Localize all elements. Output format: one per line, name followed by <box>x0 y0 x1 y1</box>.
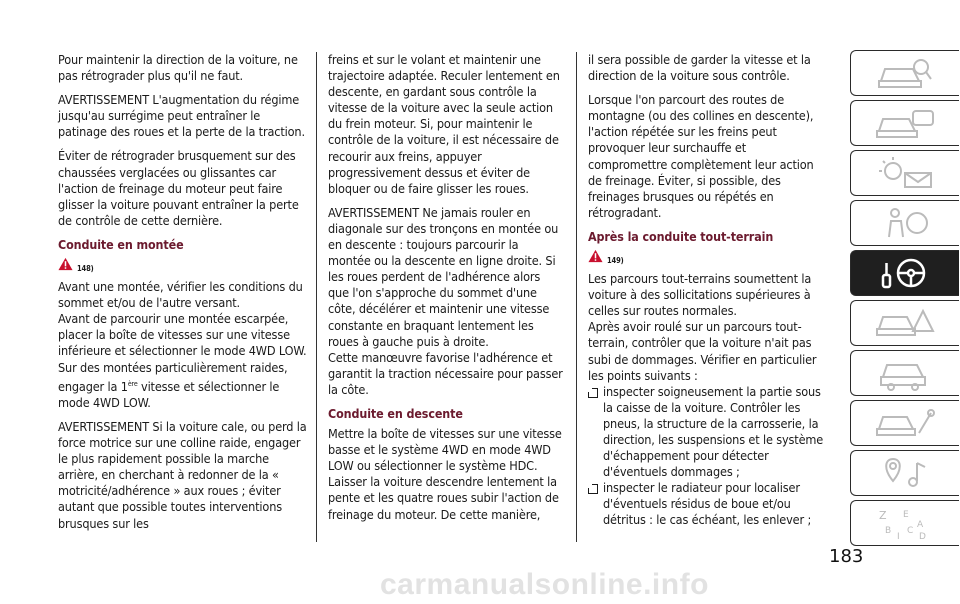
paragraph: Pour maintenir la direction de la voiture, ne pas rétrograder plus qu'il ne faut. <box>58 52 298 84</box>
tab-map-music[interactable] <box>850 450 959 496</box>
paragraph: Les parcours tout-terrains soumettent la voiture à des sollicitations supérieures à celles sur routes normales. <box>588 271 812 319</box>
paragraph: Lorsque l'on parcourt des routes de montagne (ou des collines en descente), l'action répétée sur les freins peut provoquer leur surchauffe et compromettre complètement leur action de freinage. Éviter, si possible, des freinages brusques ou répétés en rétrogradant. <box>588 92 814 220</box>
tab-car-wrench[interactable] <box>850 400 959 446</box>
svg-text:B: B <box>885 526 892 536</box>
tab-car-warning[interactable] <box>850 300 959 346</box>
bullet-icon <box>588 484 598 494</box>
column-2 <box>328 52 564 531</box>
paragraph: freins et sur le volant et maintenir une trajectoire adaptée. Reculer lentement en descente, en gardant sous contrôle la vitesse de la voiture avec la seule action du frein moteur. Si, pour maintenir le contrôle de la voiture, il est nécessaire de recourir aux freins, appuyer progressivement dessus et éviter de bloquer ou de faire glisser les roues. <box>328 52 560 196</box>
svg-text:Z: Z <box>879 509 887 522</box>
svg-text:E: E <box>903 510 909 520</box>
car-warning-icon <box>873 305 937 341</box>
paragraph: Mettre la boîte de vitesses sur une vitesse basse et le système 4WD en mode 4WD LOW ou sélectionner le système HDC. <box>328 426 562 474</box>
tab-driving[interactable] <box>850 250 959 296</box>
lights-message-icon <box>873 155 937 191</box>
bullet-icon <box>588 388 598 398</box>
tab-car-search[interactable] <box>850 50 959 96</box>
map-music-icon <box>873 455 937 491</box>
paragraph: Éviter de rétrograder brusquement sur des chaussées verglacées ou glissantes car l'action de freinage du moteur peut faire glisser la voiture pouvant entraîner la perte de contrôle de cette dernière. <box>58 148 299 228</box>
section-heading-uphill: Conduite en montée <box>58 236 184 252</box>
paragraph: il sera possible de garder la vitesse et la direction de la voiture sous contrôle. <box>588 52 811 84</box>
watermark: carmanualsonline.info <box>380 568 709 601</box>
column-3 <box>588 52 824 529</box>
alphabet-index-icon <box>873 505 937 541</box>
paragraph: AVERTISSEMENT Si la voiture cale, ou perd la force motrice sur une colline raide, engager le plus rapidement possible la marche arrière, en cherchant à redonner de la « motricité/adhérence » aux roues ; éviter autant que possible toutes interventions brusques sur les <box>58 418 307 531</box>
paragraph: Après avoir roulé sur un parcours tout-terrain, contrôler que la voiture n'ait pas subi de dommages. Vérifier en particulier les points suivants : <box>588 319 817 383</box>
tab-lights-message[interactable] <box>850 150 959 196</box>
column-divider <box>316 52 317 542</box>
warning-reference <box>58 257 308 273</box>
page-number: 183 <box>829 546 864 567</box>
section-heading-after-offroad: Après la conduite tout-terrain <box>588 228 774 244</box>
car-dashboard-icon <box>873 105 937 141</box>
svg-text:A: A <box>917 520 924 530</box>
section-heading-downhill: Conduite en descente <box>328 405 463 421</box>
svg-text:I: I <box>897 532 900 541</box>
paragraph: Sur des montées particulièrement raides, engager la 1ère vitesse et sélectionner le mode 4WD LOW. <box>58 359 288 410</box>
car-search-icon <box>873 55 937 91</box>
svg-text:D: D <box>919 532 926 541</box>
car-wrench-icon <box>873 405 937 441</box>
warning-triangle-icon <box>588 249 603 263</box>
column-1 <box>58 52 308 540</box>
svg-text:C: C <box>907 526 914 536</box>
airbag-seatbelt-icon <box>873 205 937 241</box>
warning-ref-number: 148) <box>77 264 94 274</box>
paragraph: AVERTISSEMENT L'augmentation du régime jusqu'au surrégime peut entraîner le patinage des roues et la perte de la traction. <box>58 92 305 140</box>
warning-ref-number: 149) <box>607 256 624 266</box>
warning-reference <box>588 249 824 265</box>
tab-car-service[interactable] <box>850 350 959 396</box>
paragraph: Avant une montée, vérifier les conditions du sommet et/ou de l'autre versant. <box>58 279 303 311</box>
key-steering-wheel-icon <box>873 255 937 291</box>
paragraph: AVERTISSEMENT Ne jamais rouler en diagonale sur des tronçons en montée ou en descente : toujours parcourir la montée ou la descente en ligne droite. Si les roues perdent de l'adhérence alors que l'on s'approche du sommet d'une côte, décélérer et maintenir une vitesse constante en braquant lentement les roues à gauche puis à droite. <box>328 204 559 349</box>
tab-car-dashboard[interactable] <box>850 100 959 146</box>
column-divider <box>576 52 577 542</box>
list-item: inspecter le radiateur pour localiser d'éventuels résidus de boue et/ou détritus : le cas échéant, les enlever ; <box>588 480 824 528</box>
paragraph: Avant de parcourir une montée escarpée, placer la boîte de vitesses sur une vitesse inférieure et sélectionner le mode 4WD LOW. <box>58 311 307 359</box>
paragraph: Cette manœuvre favorise l'adhérence et garantit la traction nécessaire pour passer la côte. <box>328 349 563 397</box>
tab-alphabet-index[interactable] <box>850 500 959 546</box>
tab-airbag-seatbelt[interactable] <box>850 200 959 246</box>
warning-triangle-icon <box>58 257 73 271</box>
paragraph: Laisser la voiture descendre lentement la pente et les quatre roues subir l'action de freinage du moteur. De cette manière, <box>328 474 559 522</box>
list-item: inspecter soigneusement la partie sous la caisse de la voiture. Contrôler les pneus, la structure de la carrosserie, la direction, les suspensions et le système d'échappement pour détecter d'éventuels dommages ; <box>588 384 824 481</box>
car-service-icon <box>873 355 937 391</box>
